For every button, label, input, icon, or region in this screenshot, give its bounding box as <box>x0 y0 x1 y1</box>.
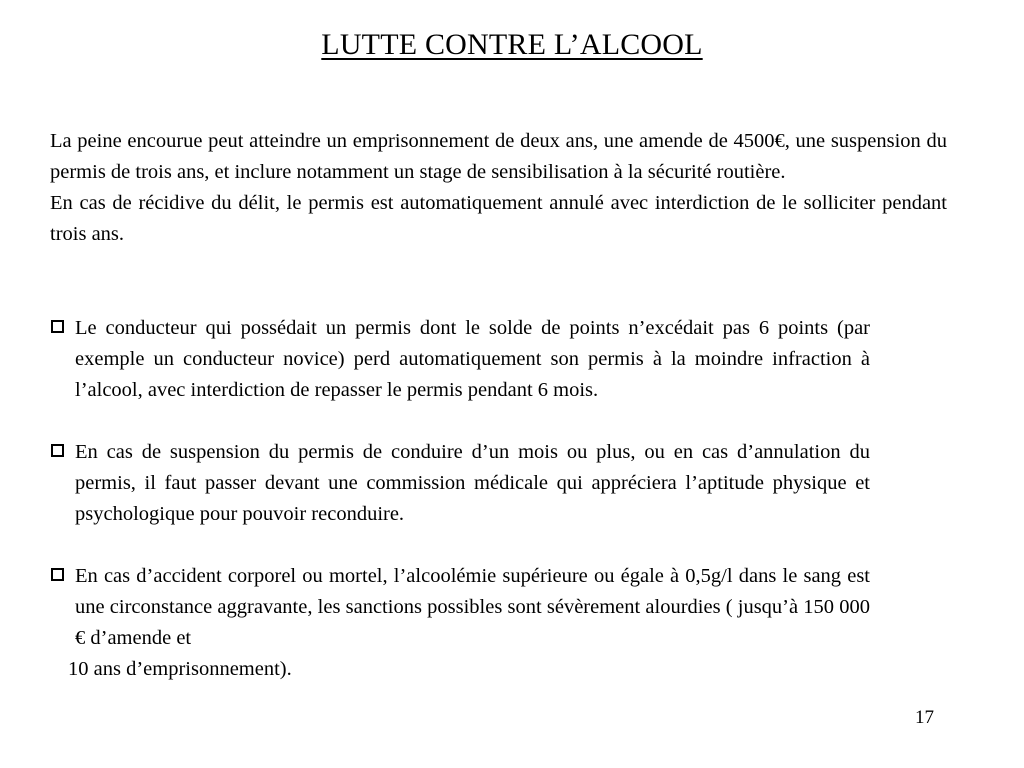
bullet-text-last-line: 10 ans d’emprisonnement). <box>68 658 292 680</box>
bullet-item-medical-commission <box>50 437 870 530</box>
intro-paragraph-recidivism: En cas de récidive du délit, le permis est automatiquement annulé avec interdiction de le solliciter pendant trois ans. <box>50 192 947 245</box>
checkbox-bullet-icon <box>51 444 64 457</box>
bullet-item-novice-driver <box>50 313 870 406</box>
page-number: 17 <box>915 707 934 728</box>
intro-paragraph-penalties: La peine encourue peut atteindre un emprisonnement de deux ans, une amende de 4500€, une suspension du permis de trois ans, et inclure notamment un stage de sensibilisation à la sécurité routière. <box>50 130 947 183</box>
checkbox-bullet-icon <box>51 320 64 333</box>
bullet-text: En cas de suspension du permis de conduire d’un mois ou plus, ou en cas d’annulation du permis, il faut passer devant une commission médicale qui appréciera l’aptitude physique et psychologique pour pouvoir reconduire. <box>75 441 870 525</box>
bullet-item-accident <box>50 561 870 685</box>
bullet-list <box>50 313 870 716</box>
intro-section <box>50 126 947 250</box>
bullet-text: Le conducteur qui possédait un permis dont le solde de points n’excédait pas 6 points (par exemple un conducteur novice) perd automatiquement son permis à la moindre infraction à l’alcool, avec interdiction de repasser le permis pendant 6 mois. <box>75 317 870 401</box>
page-title: LUTTE CONTRE L’ALCOOL <box>321 28 703 61</box>
checkbox-bullet-icon <box>51 568 64 581</box>
bullet-text: En cas d’accident corporel ou mortel, l’alcoolémie supérieure ou égale à 0,5g/l dans le sang est une circonstance aggravante, les sanctions possibles sont sévèrement alourdies ( jusqu’à 150 000 € d’amende et <box>75 565 870 649</box>
